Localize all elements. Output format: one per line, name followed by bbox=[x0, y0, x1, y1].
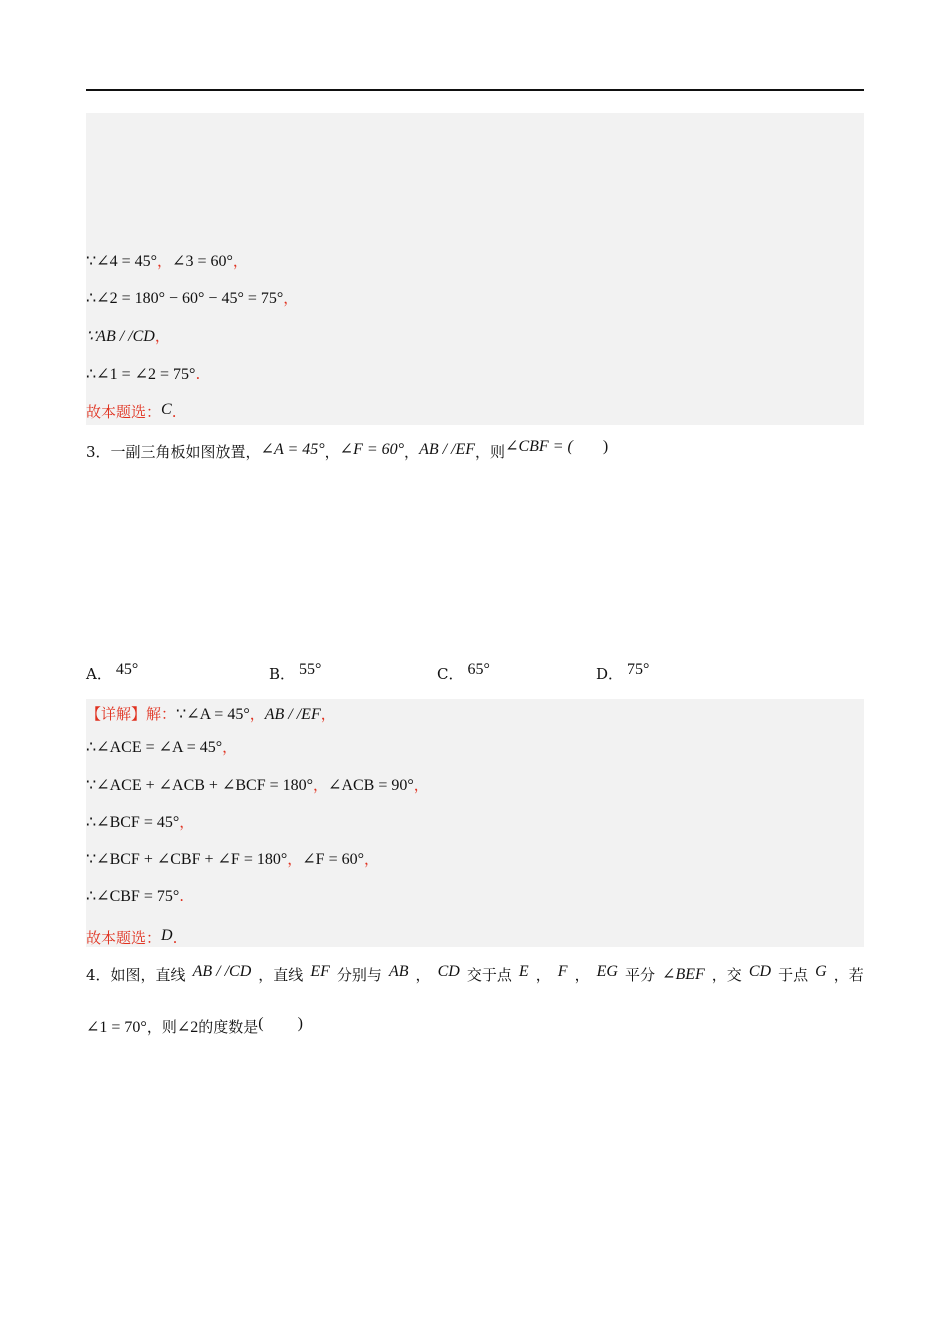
q3-number: 3． bbox=[86, 443, 111, 461]
q3-option-b-value: 55° bbox=[299, 661, 322, 678]
q4-text-6: ， bbox=[535, 966, 551, 984]
q3-math-5: ) bbox=[602, 438, 609, 455]
sol2-line-1 bbox=[86, 251, 248, 272]
q4-text-8: 平分 bbox=[624, 966, 655, 984]
sol3-l3-math2: ∠ACB = 90° bbox=[328, 777, 414, 794]
q3-option-a[interactable] bbox=[86, 661, 139, 685]
sol3-l1-end: ， bbox=[320, 705, 336, 723]
sol3-l6-end: . bbox=[179, 887, 185, 905]
sol3-line-5 bbox=[86, 849, 379, 870]
q4-l2-text-1: ，则 bbox=[146, 1018, 177, 1036]
sol2-answer-value: C bbox=[161, 401, 172, 418]
sol3-answer bbox=[86, 928, 177, 949]
q4-math-1: AB / /CD bbox=[192, 963, 252, 980]
q4-math-10: G bbox=[815, 963, 827, 980]
q4-text-7: ， bbox=[574, 966, 590, 984]
sol3-l1-sep: ， bbox=[249, 705, 265, 723]
q4-text-3: 分别与 bbox=[336, 966, 382, 984]
sol2-answer-label: 故本题选： bbox=[86, 403, 162, 421]
q4-text-11: ，若 bbox=[833, 966, 864, 984]
q3-option-c-value: 65° bbox=[467, 661, 490, 678]
sol3-answer-value: D bbox=[161, 927, 173, 944]
question-4-line-2 bbox=[86, 1017, 303, 1038]
sol2-l1-end: ， bbox=[232, 252, 248, 270]
q3-option-d-value: 75° bbox=[627, 661, 650, 678]
sol2-l1-sep: ， bbox=[157, 252, 173, 270]
sol2-l3-end: ， bbox=[154, 327, 170, 345]
q3-math-4: ∠CBF = ( bbox=[505, 438, 573, 455]
sol3-answer-end: . bbox=[172, 929, 178, 947]
sol3-l2-end: ， bbox=[222, 738, 238, 756]
q4-l2-math-4: ) bbox=[297, 1015, 303, 1032]
q4-math-4: CD bbox=[437, 963, 460, 980]
q4-text-4: ， bbox=[415, 966, 431, 984]
q3-option-a-label: A． bbox=[86, 665, 112, 683]
sol2-answer bbox=[86, 402, 176, 423]
question-3 bbox=[86, 438, 609, 463]
sol3-l5-math2: ∠F = 60° bbox=[302, 851, 364, 868]
sol2-l4-end: . bbox=[195, 365, 201, 383]
q4-l2-math-2: ∠2 bbox=[176, 1019, 199, 1036]
sol3-line-1 bbox=[86, 704, 336, 725]
sol3-l1-math2: AB / /EF bbox=[264, 706, 321, 723]
sol2-l2-end: ， bbox=[283, 289, 299, 307]
sol3-l4-end: ， bbox=[179, 813, 195, 831]
q4-text-2: ，直线 bbox=[258, 966, 304, 984]
sol3-l3-sep: ， bbox=[313, 776, 329, 794]
sol3-l6-math: ∴∠CBF = 75° bbox=[86, 888, 180, 905]
q3-text-2: ， bbox=[324, 443, 340, 461]
q4-l2-math-1: ∠1 = 70° bbox=[86, 1019, 147, 1036]
sol2-line-3 bbox=[86, 326, 170, 347]
q3-text-4: ，则 bbox=[475, 443, 506, 461]
q4-math-8: ∠BEF bbox=[662, 966, 705, 983]
sol3-l3-end: ， bbox=[413, 776, 429, 794]
q3-text-3: ， bbox=[404, 443, 420, 461]
sol3-answer-label: 故本题选： bbox=[86, 929, 162, 947]
question-4-line-1 bbox=[86, 965, 864, 985]
sol2-l1-math: ∵∠4 = 45° bbox=[86, 253, 158, 270]
q3-option-c[interactable] bbox=[437, 661, 490, 685]
sol3-l2-math: ∴∠ACE = ∠A = 45° bbox=[86, 739, 223, 756]
sol3-line-4 bbox=[86, 812, 194, 833]
q4-l2-text-2: 的度数是 bbox=[198, 1018, 259, 1036]
sol3-l1-math: ∵∠A = 45° bbox=[176, 706, 250, 723]
q3-math-2: ∠F = 60° bbox=[339, 441, 405, 458]
sol3-heading: 【详解】 bbox=[86, 705, 147, 723]
q3-option-b-label: B． bbox=[269, 665, 296, 683]
q4-lead bbox=[86, 965, 186, 985]
q4-text-9: ，交 bbox=[711, 966, 742, 984]
q4-math-5: E bbox=[518, 963, 529, 980]
q4-math-7: EG bbox=[596, 963, 618, 980]
q4-math-3: AB bbox=[388, 963, 409, 980]
sol3-l5-math: ∵∠BCF + ∠CBF + ∠F = 180° bbox=[86, 851, 288, 868]
q4-number: 4． bbox=[86, 966, 111, 984]
sol3-l5-sep: ， bbox=[287, 850, 303, 868]
sol2-line-4 bbox=[86, 364, 200, 385]
q3-option-a-value: 45° bbox=[115, 661, 139, 678]
q4-math-9: CD bbox=[748, 963, 772, 980]
q4-text-1: 如图，直线 bbox=[110, 966, 186, 984]
sol3-line-6 bbox=[86, 886, 184, 907]
sol2-l2-math: ∴∠2 = 180° − 60° − 45° = 75° bbox=[86, 290, 284, 307]
q3-math-3: AB / /EF bbox=[419, 441, 476, 458]
q4-l2-math-3: ( bbox=[258, 1015, 264, 1032]
q3-option-b[interactable] bbox=[269, 661, 322, 685]
q3-text-1: 一副三角板如图放置， bbox=[110, 443, 261, 461]
sol2-l3-math: ∵AB / /CD bbox=[86, 328, 155, 345]
sol3-l5-end: ， bbox=[364, 850, 380, 868]
sol2-l4-math: ∴∠1 = ∠2 = 75° bbox=[86, 366, 196, 383]
sol2-line-2 bbox=[86, 288, 298, 309]
q4-math-6: F bbox=[557, 963, 568, 980]
sol3-line-3 bbox=[86, 775, 429, 796]
q3-option-d[interactable] bbox=[596, 661, 650, 685]
header-rule bbox=[86, 89, 864, 91]
q3-math-1: ∠A = 45° bbox=[260, 441, 325, 458]
q3-option-c-label: C． bbox=[437, 665, 464, 683]
q4-math-2: EF bbox=[310, 963, 330, 980]
sol3-jie: 解： bbox=[146, 705, 177, 723]
sol3-l3-math: ∵∠ACE + ∠ACB + ∠BCF = 180° bbox=[86, 777, 314, 794]
sol3-l4-math: ∴∠BCF = 45° bbox=[86, 814, 180, 831]
q4-text-10: 于点 bbox=[778, 966, 809, 984]
sol2-answer-end: . bbox=[171, 403, 177, 421]
sol3-line-2 bbox=[86, 737, 237, 758]
sol2-l1-math2: ∠3 = 60° bbox=[172, 253, 233, 270]
q3-option-d-label: D． bbox=[596, 665, 624, 683]
q4-text-5: 交于点 bbox=[466, 966, 512, 984]
